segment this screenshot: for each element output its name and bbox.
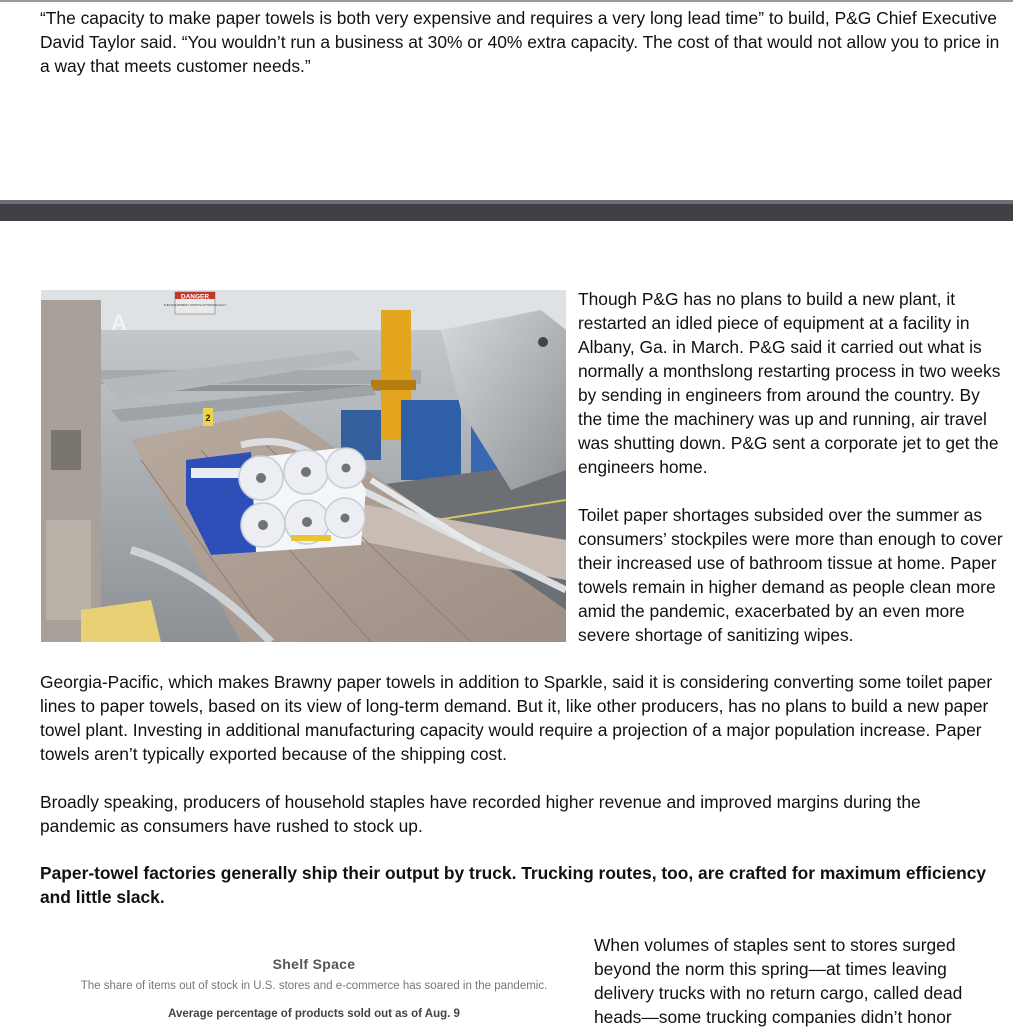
article-paragraph-georgia-pacific: Georgia-Pacific, which makes Brawny paper towels in addition to Sparkle, said it is considering converting some toilet paper lines to paper towels, based on its view of long-term demand. But it, like other producers, has no plans to build a new paper towel plant. Investing in additional manufacturing capacity would require a projection of a major population increase. Paper towels aren’t typically exported because of the shipping cost.	[40, 672, 993, 764]
top-rule	[0, 0, 1013, 2]
factory-photo	[41, 290, 566, 642]
chart-subtitle: The share of items out of stock in U.S. stores and e-commerce has soared in the pandemic.	[80, 980, 548, 992]
section-divider-band	[0, 204, 1013, 221]
article-paragraph-shortages: Toilet paper shortages subsided over the summer as consumers’ stockpiles were more than enough to cover their increased use of bathroom tissue at home. Paper towels remain in higher demand as people clean more amid the pandemic, exacerbated by an even more severe shortage of sanitizing wipes.	[578, 505, 1003, 645]
chart-axis-label: Average percentage of products sold out as of Aug. 9	[168, 1008, 460, 1020]
article-paragraph-capacity: “The capacity to make paper towels is both very expensive and requires a very long lead time” to build, P&G Chief Executive David Taylor said. “You wouldn’t run a business at 30% or 40% extra capacity. The cost of that would not allow you to price in a way that meets customer needs.”	[40, 8, 1000, 76]
machine-letter: A	[111, 310, 127, 335]
article-paragraph-dead-heads: When volumes of staples sent to stores surged beyond the norm this spring—at times leaving delivery trucks with no return cargo, called dead heads—some trucking companies didn’t honor	[594, 935, 963, 1027]
article-paragraph-producers: Broadly speaking, producers of household staples have recorded higher revenue and improved margins during the pandemic as consumers have rushed to stock up.	[40, 792, 921, 836]
article-paragraph-trucking-bold: Paper-towel factories generally ship their output by truck. Trucking routes, too, are crafted for maximum efficiency and little slack.	[40, 863, 987, 907]
paper-towel-package	[186, 448, 366, 555]
article-paragraph-restart: Though P&G has no plans to build a new plant, it restarted an idled piece of equipment at a facility in Albany, Ga. in March. P&G said it carried out what is normally a monthslong restarting process in two weeks by sending in engineers from around the country. By the time the machinery was up and running, air travel was shutting down. P&G sent a corporate jet to get the engineers home.	[578, 289, 1001, 477]
danger-sign-small-text: THIS EQUIPMENT STARTS AUTOMATICALLY	[163, 303, 227, 307]
chart-title: Shelf Space	[272, 956, 356, 972]
danger-sign-text: DANGER	[180, 293, 210, 301]
conveyor-number: 2	[205, 413, 211, 423]
